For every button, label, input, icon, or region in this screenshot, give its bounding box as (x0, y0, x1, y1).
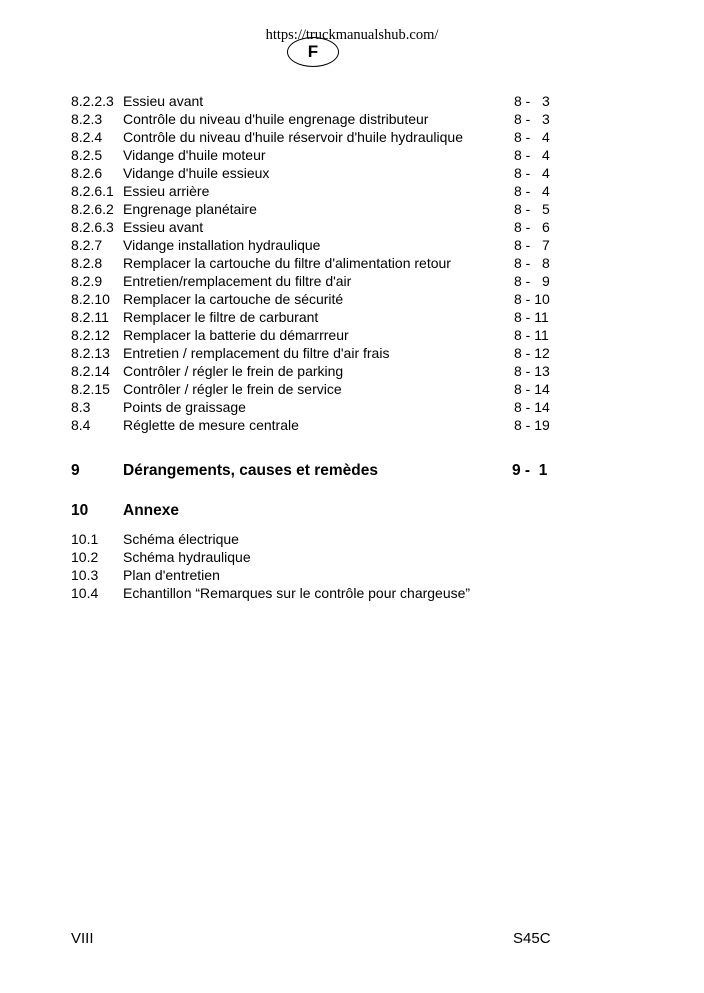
annex-list (71, 530, 561, 602)
toc-page: 8 - 11 (514, 309, 549, 325)
toc-number: 8.4 (71, 417, 91, 433)
toc-page: 8 - 19 (514, 417, 550, 433)
toc-title: Vidange d'huile essieux (123, 165, 270, 181)
toc-row (71, 164, 561, 182)
toc-page: 8 - 10 (514, 291, 550, 307)
toc-page: 8 - 3 (514, 111, 550, 127)
toc-number: 8.3 (71, 399, 91, 415)
toc-page: 8 - 4 (514, 165, 550, 181)
chapter-10-heading (71, 501, 561, 521)
model-label: S45C (513, 930, 551, 947)
annex-row (71, 548, 561, 566)
toc-number: 8.2.14 (71, 363, 110, 379)
toc-title: Vidange installation hydraulique (123, 237, 321, 253)
annex-title: Plan d'entretien (123, 567, 220, 583)
toc-page: 8 - 12 (514, 345, 550, 361)
toc-number: 8.2.6.1 (71, 183, 114, 199)
toc-number: 8.2.2.3 (71, 93, 114, 109)
toc-title: Points de graissage (123, 399, 246, 415)
annex-title: Schéma hydraulique (123, 549, 251, 565)
toc-page: 8 - 9 (514, 273, 550, 289)
toc-number: 8.2.9 (71, 273, 103, 289)
toc-row (71, 362, 561, 380)
toc-page: 8 - 13 (514, 363, 550, 379)
toc-number: 8.2.4 (71, 129, 103, 145)
toc-row (71, 146, 561, 164)
toc-row (71, 290, 561, 308)
toc-row (71, 236, 561, 254)
toc-number: 8.2.5 (71, 147, 103, 163)
chapter-page: 9 - 1 (512, 462, 548, 479)
toc-page: 8 - 4 (514, 147, 550, 163)
annex-row (71, 584, 561, 602)
toc-title: Essieu avant (123, 219, 204, 235)
annex-number: 10.1 (71, 531, 99, 547)
toc-page: 8 - 8 (514, 255, 550, 271)
chapter-9-heading (71, 461, 561, 481)
toc-title: Contrôle du niveau d'huile engrenage distributeur (123, 111, 429, 127)
toc-number: 8.2.10 (71, 291, 110, 307)
annex-title: Echantillon “Remarques sur le contrôle pour chargeuse” (123, 585, 471, 601)
toc-title: Réglette de mesure centrale (123, 417, 299, 433)
annex-number: 10.2 (71, 549, 99, 565)
toc-title: Contrôler / régler le frein de service (123, 381, 342, 397)
toc-title: Remplacer la cartouche du filtre d'alimentation retour (123, 255, 451, 271)
page-number: VIII (71, 930, 94, 947)
toc-row (71, 272, 561, 290)
toc-page: 8 - 14 (514, 399, 550, 415)
toc-row (71, 398, 561, 416)
toc-number: 8.2.15 (71, 381, 110, 397)
toc-row (71, 182, 561, 200)
toc-row (71, 344, 561, 362)
toc-number: 8.2.12 (71, 327, 110, 343)
toc-page: 8 - 5 (514, 201, 550, 217)
toc-number: 8.2.6.2 (71, 201, 114, 217)
annex-row (71, 566, 561, 584)
toc-number: 8.2.11 (71, 309, 109, 325)
toc-number: 8.2.13 (71, 345, 110, 361)
toc-title: Essieu arrière (123, 183, 210, 199)
toc-row (71, 218, 561, 236)
toc-page: 8 - 14 (514, 381, 550, 397)
toc-row (71, 200, 561, 218)
annex-title: Schéma électrique (123, 531, 239, 547)
chapter-title: Dérangements, causes et remèdes (123, 462, 379, 479)
toc-title: Entretien / remplacement du filtre d'air frais (123, 345, 390, 361)
toc-title: Essieu avant (123, 93, 204, 109)
toc-row (71, 110, 561, 128)
chapter-number: 10 (71, 502, 89, 519)
toc-title: Engrenage planétaire (123, 201, 257, 217)
chapter-title: Annexe (123, 502, 179, 519)
annex-number: 10.3 (71, 567, 99, 583)
annex-row (71, 530, 561, 548)
annex-number: 10.4 (71, 585, 99, 601)
toc-page: 8 - 7 (514, 237, 550, 253)
toc-page: 8 - 11 (514, 327, 549, 343)
toc-row (71, 254, 561, 272)
toc-title: Contrôle du niveau d'huile réservoir d'huile hydraulique (123, 129, 463, 145)
toc-title: Vidange d'huile moteur (123, 147, 266, 163)
toc-page: 8 - 6 (514, 219, 550, 235)
toc-number: 8.2.6 (71, 165, 103, 181)
toc-list (71, 92, 561, 434)
toc-page: 8 - 4 (514, 183, 550, 199)
toc-row (71, 380, 561, 398)
toc-title: Remplacer la batterie du démarrreur (123, 327, 349, 343)
toc-row (71, 308, 561, 326)
toc-title: Contrôler / régler le frein de parking (123, 363, 344, 379)
toc-row (71, 416, 561, 434)
toc-row (71, 128, 561, 146)
toc-row (71, 92, 561, 110)
toc-page: 8 - 4 (514, 129, 550, 145)
chapter-number: 9 (71, 462, 80, 479)
language-badge: F (287, 37, 339, 67)
toc-page: 8 - 3 (514, 93, 550, 109)
toc-number: 8.2.3 (71, 111, 103, 127)
toc-title: Remplacer le filtre de carburant (123, 309, 319, 325)
source-url: https://truckmanualshub.com/ (265, 27, 439, 43)
toc-number: 8.2.6.3 (71, 219, 114, 235)
toc-row (71, 326, 561, 344)
toc-title: Entretien/remplacement du filtre d'air (123, 273, 352, 289)
toc-title: Remplacer la cartouche de sécurité (123, 291, 344, 307)
toc-number: 8.2.7 (71, 237, 103, 253)
toc-number: 8.2.8 (71, 255, 103, 271)
